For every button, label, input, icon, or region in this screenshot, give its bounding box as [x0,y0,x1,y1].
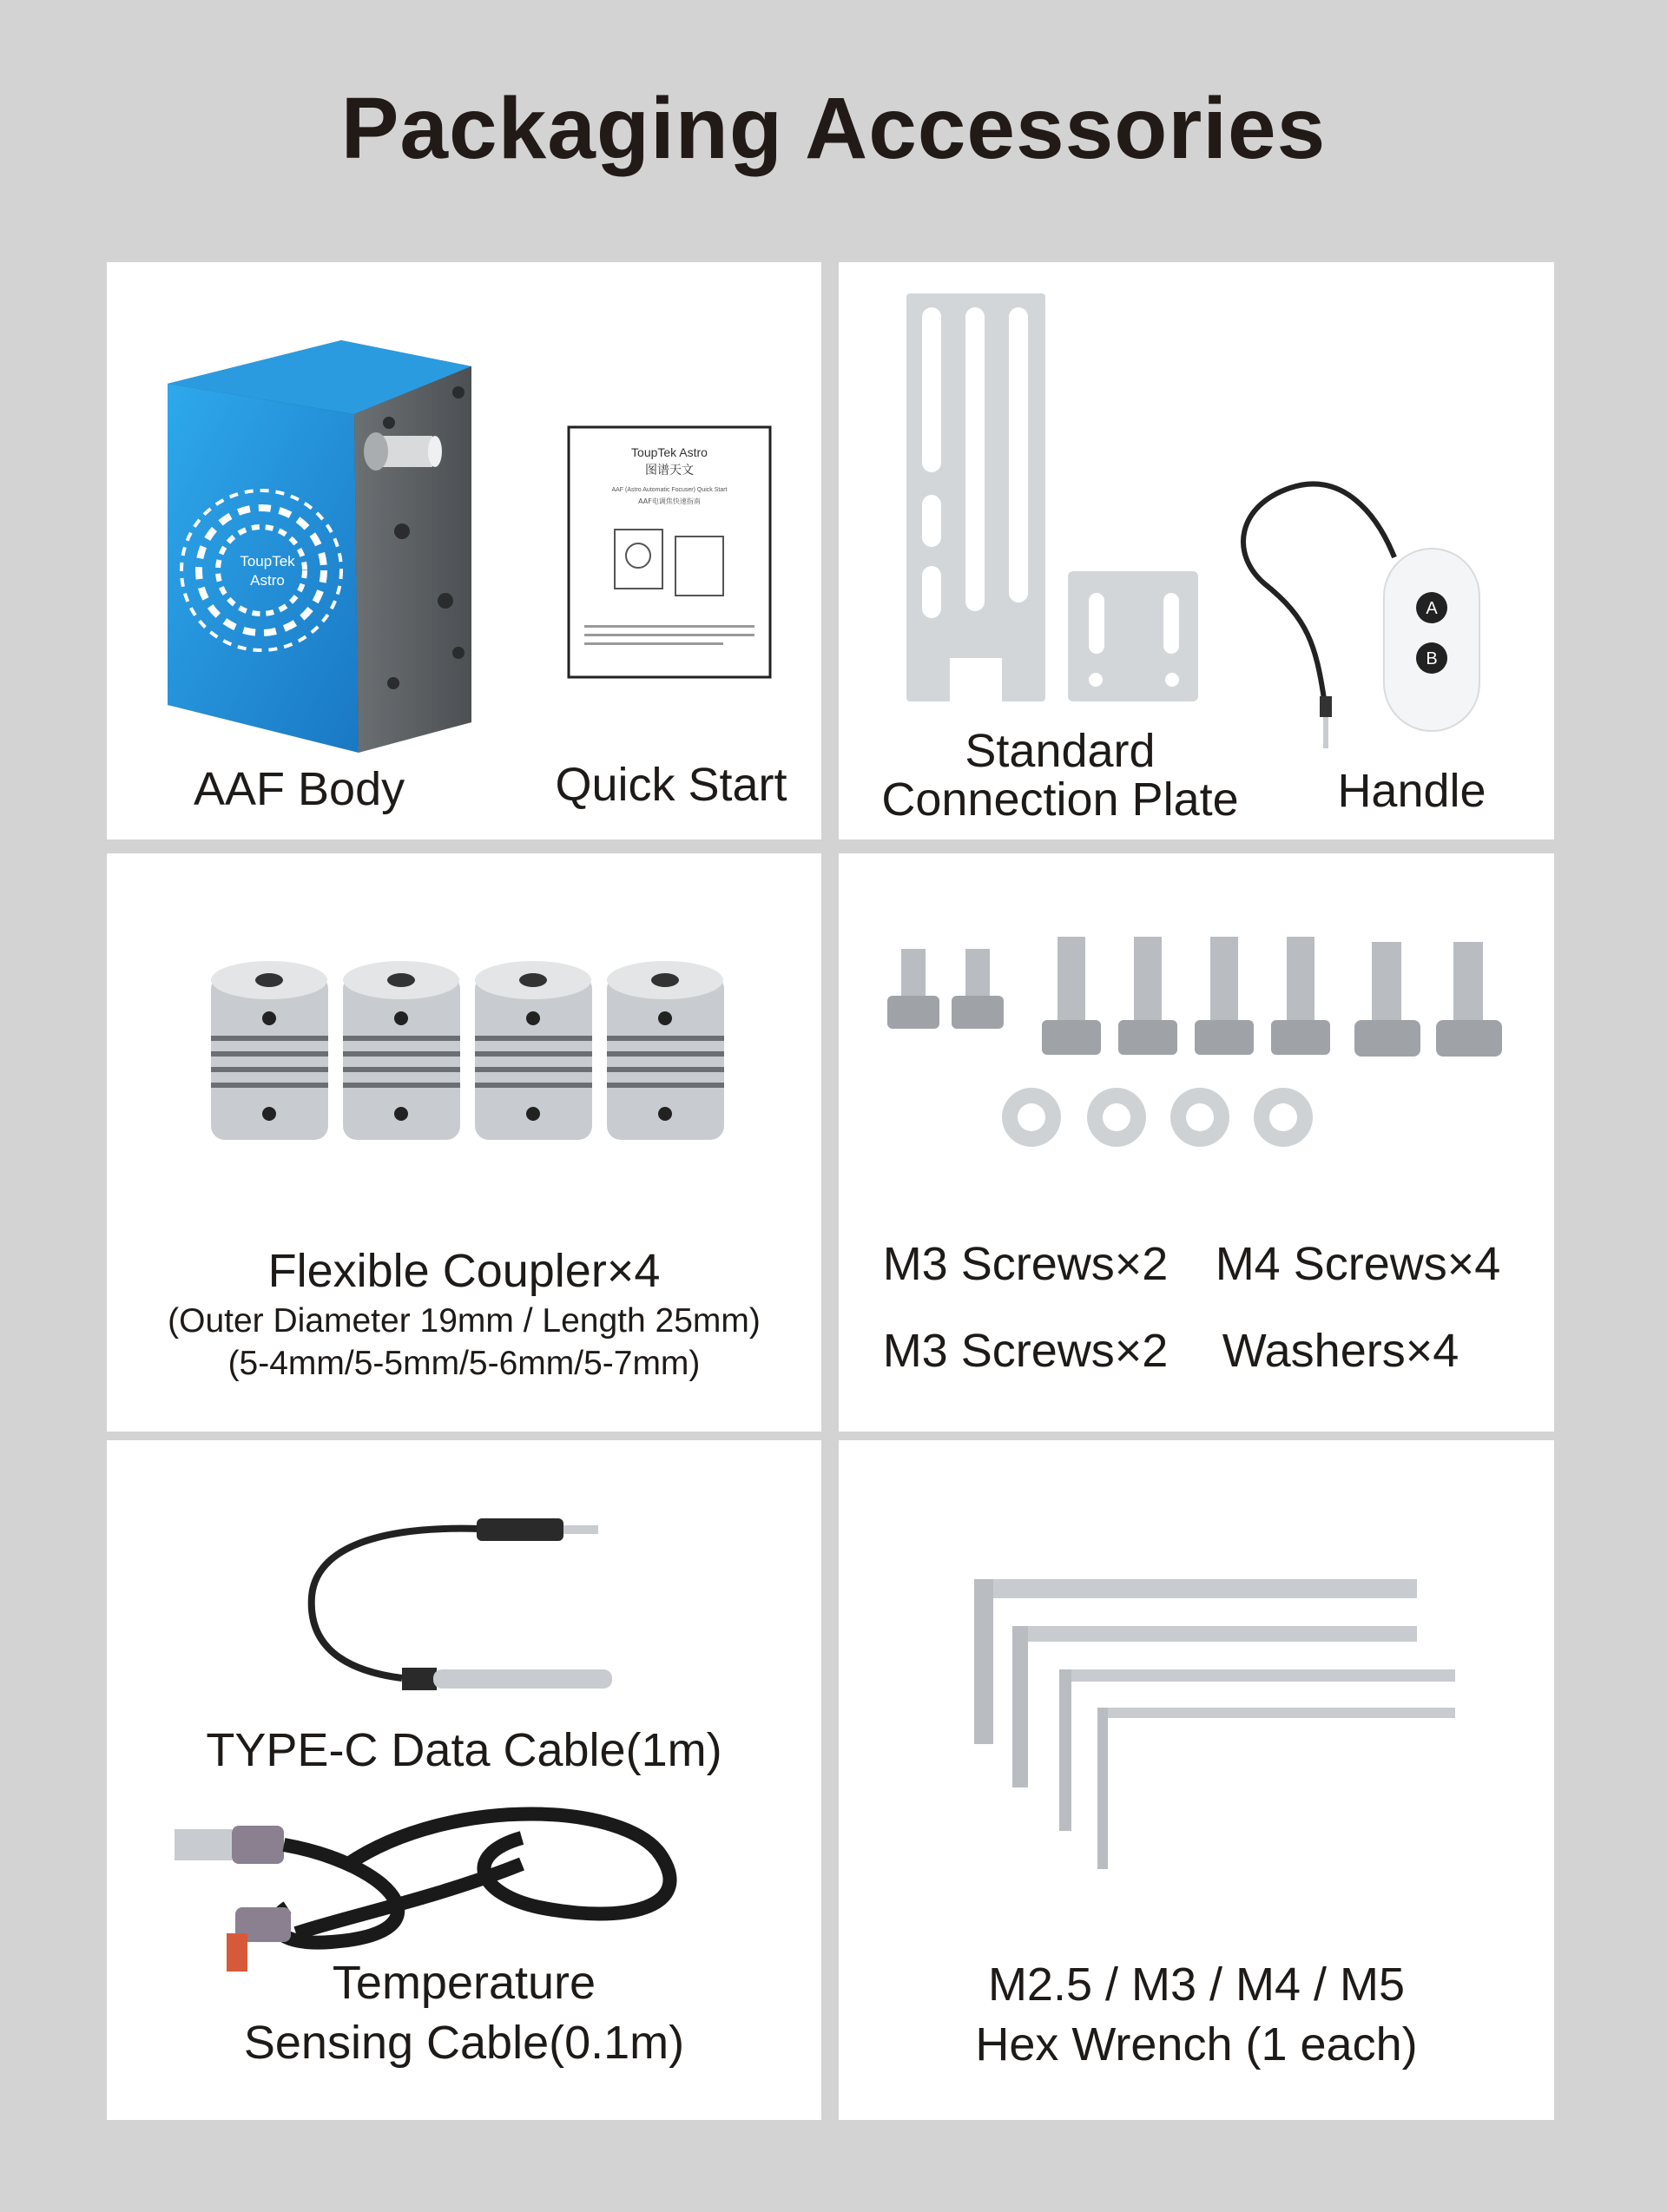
hex-wrench-m2-5 [1097,1708,1455,1869]
coupler-item [475,961,592,1140]
screw-item-1: M3 Screws×2 [882,1238,1169,1290]
temperature-cable-image [280,1492,697,1709]
connection-plate-image [906,293,1219,701]
aaf-body-image [159,340,506,740]
screw-item-4: Washers×4 [1222,1325,1459,1377]
quick-start-booklet-image [567,425,772,679]
panel-aaf-body [107,262,821,839]
page-title: Packaging Accessories [340,80,1327,177]
panel-coupler [107,853,821,1432]
handle-button-b: B [1426,649,1438,668]
screws-washers-image [884,937,1509,1171]
typec-cable-image [175,1803,765,1977]
panel-plate-handle [839,262,1554,839]
panel-cables [107,1440,821,2120]
m3-screw-long [1436,942,1502,1057]
coupler-detail-2: (5-4mm/5-5mm/5-6mm/5-7mm) [227,1345,701,1382]
hex-wrench-m5 [974,1579,1417,1744]
m4-screw [1271,937,1330,1055]
m3-screw-long [1354,942,1420,1057]
m4-screw [1118,937,1177,1055]
m4-screw [1042,937,1101,1055]
coupler-item [607,961,724,1140]
screw-item-3: M3 Screws×2 [882,1325,1169,1377]
aaf-body-label: AAF Body [194,763,405,815]
plate-label-line2: Connection Plate [881,774,1239,826]
booklet-subtitle: AAF (Astro Automatic Focuser) Quick Start [611,487,728,493]
coupler-item [211,961,328,1140]
plate-label-line1: Standard [965,725,1156,777]
m3-screw-short [952,949,1004,1029]
handle-button-a: A [1426,599,1438,618]
hex-wrench-label-line1: M2.5 / M3 / M4 / M5 [987,1959,1406,2011]
screw-item-2: M4 Screws×4 [1215,1238,1501,1290]
logo-text-1: ToupTek [240,553,295,569]
handle-label: Handle [1337,765,1486,817]
m3-screw-short [887,949,939,1029]
coupler-label: Flexible Coupler×4 [267,1245,661,1297]
hex-wrench-m4 [1012,1626,1417,1787]
hex-wrenches-image [969,1579,1438,1874]
logo-text-2: Astro [250,572,285,589]
booklet-brand-cn: 图谱天文 [645,464,694,477]
coupler-detail-1: (Outer Diameter 19mm / Length 25mm) [168,1302,761,1340]
handle-image [1229,453,1507,748]
typec-cable-label: TYPE-C Data Cable(1m) [206,1724,722,1776]
temperature-cable-label-line2: Sensing Cable(0.1m) [243,2017,685,2069]
booklet-brand: ToupTek Astro [631,445,708,459]
hex-wrench-label-line2: Hex Wrench (1 each) [975,2018,1418,2070]
booklet-subtitle-cn: AAF电调焦快速指南 [638,497,701,505]
quick-start-label: Quick Start [555,759,787,811]
panel-hex-wrench [839,1440,1554,2120]
flexible-couplers-image [211,958,732,1149]
panel-screws [839,853,1554,1432]
hex-wrench-m3 [1059,1669,1455,1831]
temperature-cable-label-line1: Temperature [332,1957,596,2009]
m4-screw [1195,937,1254,1055]
coupler-item [343,961,460,1140]
